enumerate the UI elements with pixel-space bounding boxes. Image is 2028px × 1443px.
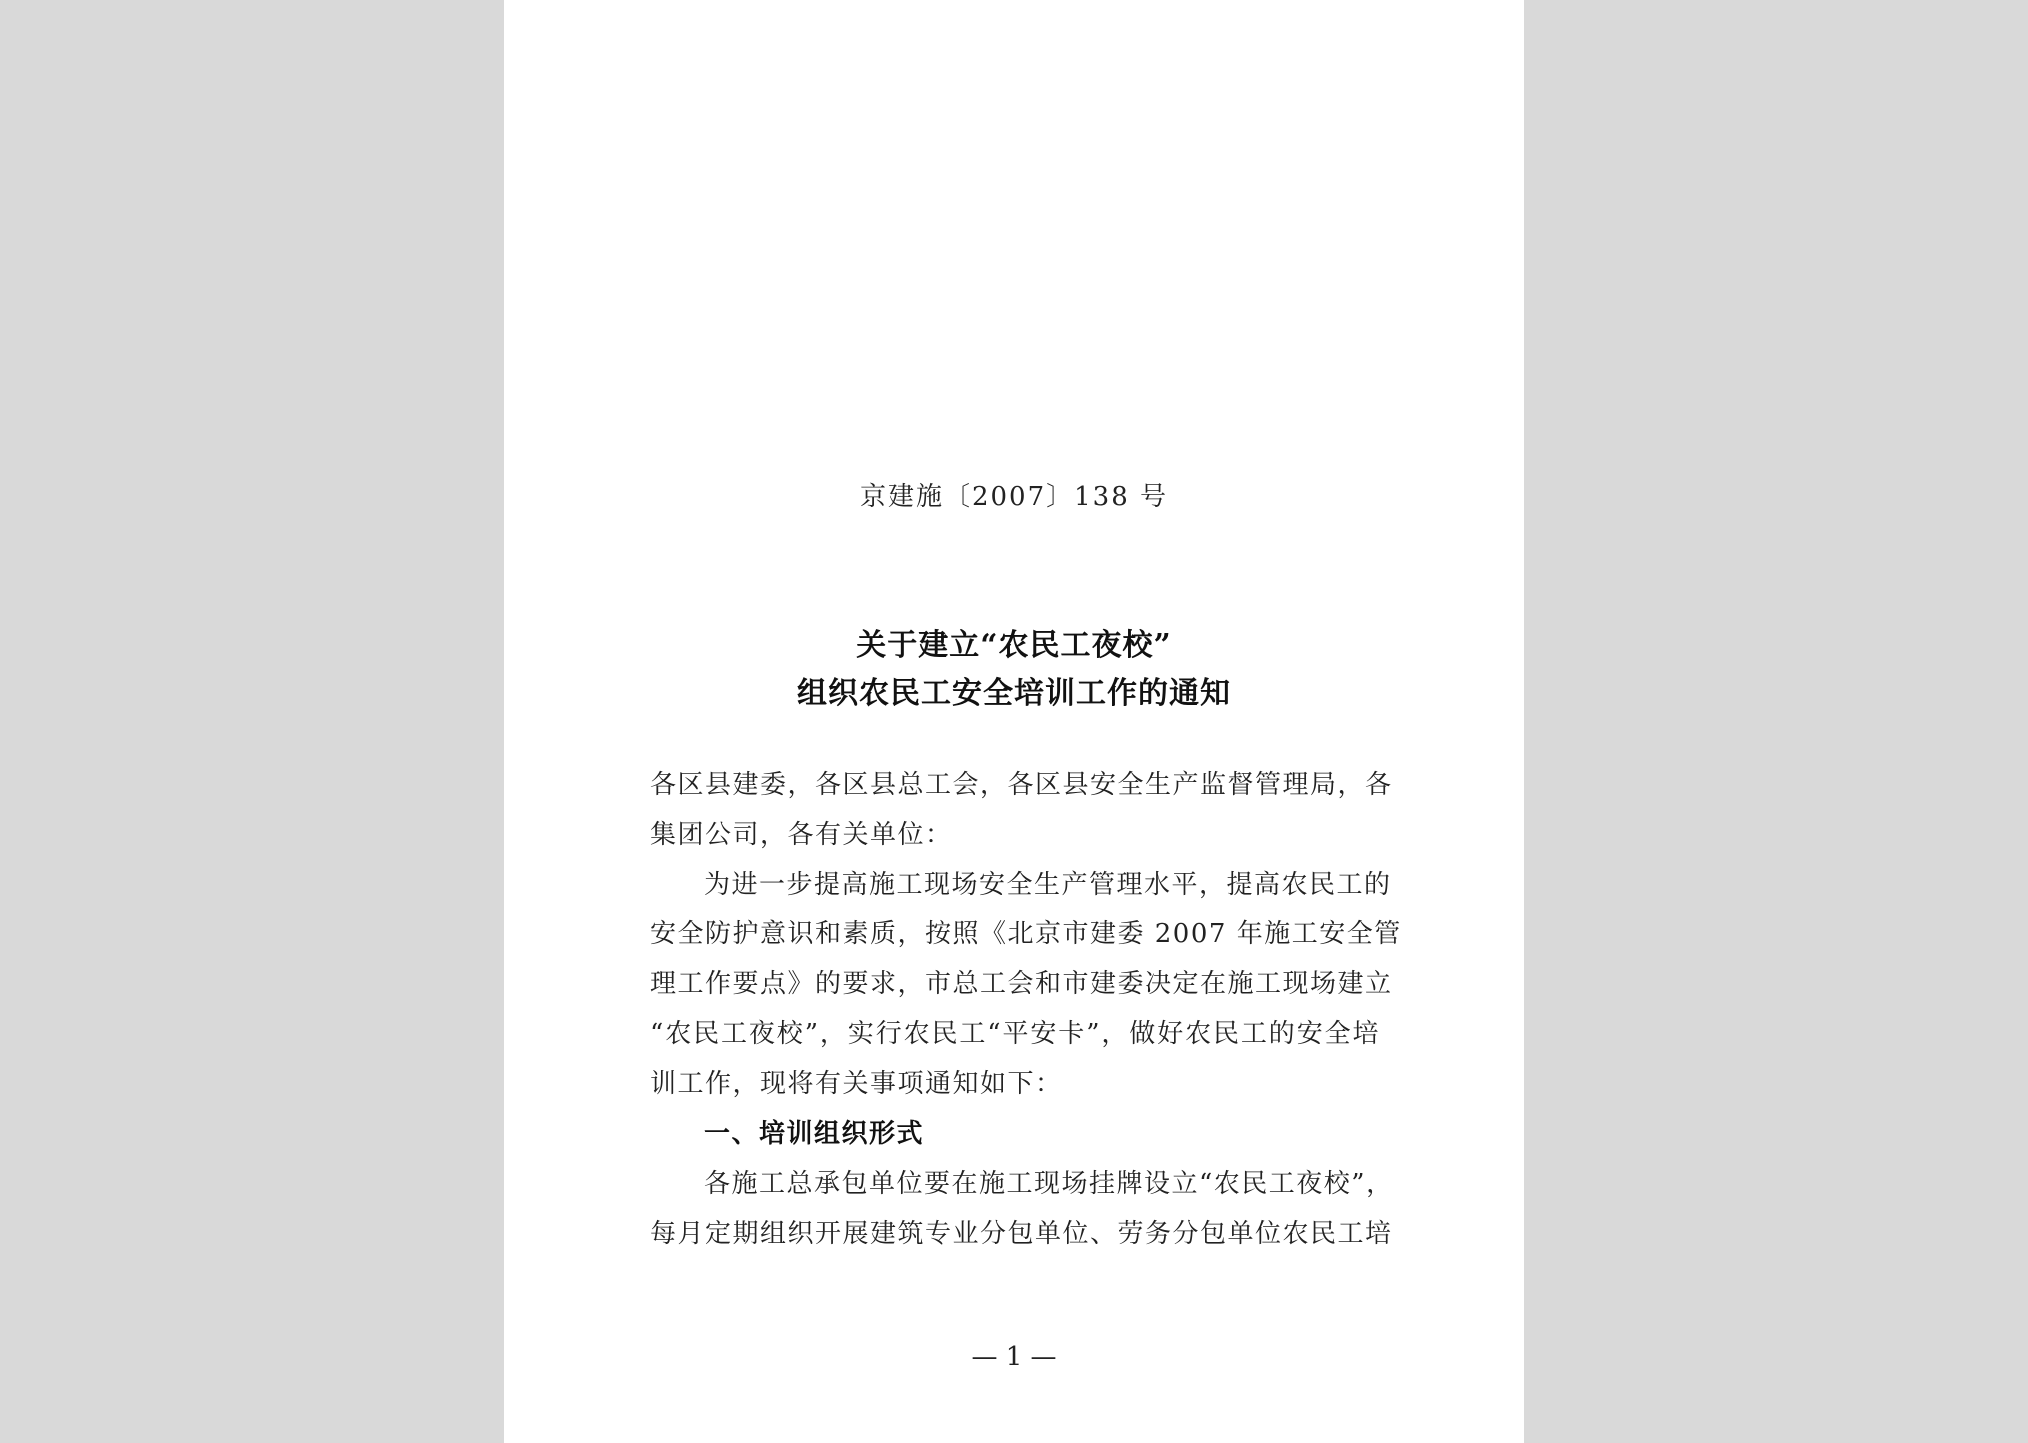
document-title-line-1: 关于建立“农民工夜校”: [856, 628, 1172, 663]
document-title-line-2: 组织农民工安全培训工作的通知: [797, 676, 1231, 711]
section-heading: 一、培训组织形式: [704, 1119, 925, 1149]
body-line: 安全防护意识和素质，按照《北京市建委 2007 年施工安全管: [650, 919, 1402, 949]
document-page: [504, 0, 1524, 1443]
body-line: 训工作，现将有关事项通知如下：: [650, 1069, 1063, 1099]
body-line: “农民工夜校”，实行农民工“平安卡”，做好农民工的安全培: [650, 1019, 1380, 1049]
body-line: 理工作要点》的要求，市总工会和市建委决定在施工现场建立: [650, 969, 1393, 999]
page-number: — 1 —: [971, 1342, 1057, 1372]
body-line: 每月定期组织开展建筑专业分包单位、劳务分包单位农民工培: [650, 1219, 1393, 1249]
body-line: 集团公司，各有关单位：: [650, 820, 953, 850]
document-number: 京建施〔2007〕138 号: [859, 482, 1169, 512]
body-line: 各施工总承包单位要在施工现场挂牌设立“农民工夜校”，: [704, 1169, 1394, 1199]
body-line: 各区县建委，各区县总工会，各区县安全生产监督管理局，各: [650, 770, 1393, 800]
body-line: 为进一步提高施工现场安全生产管理水平，提高农民工的: [704, 870, 1392, 900]
